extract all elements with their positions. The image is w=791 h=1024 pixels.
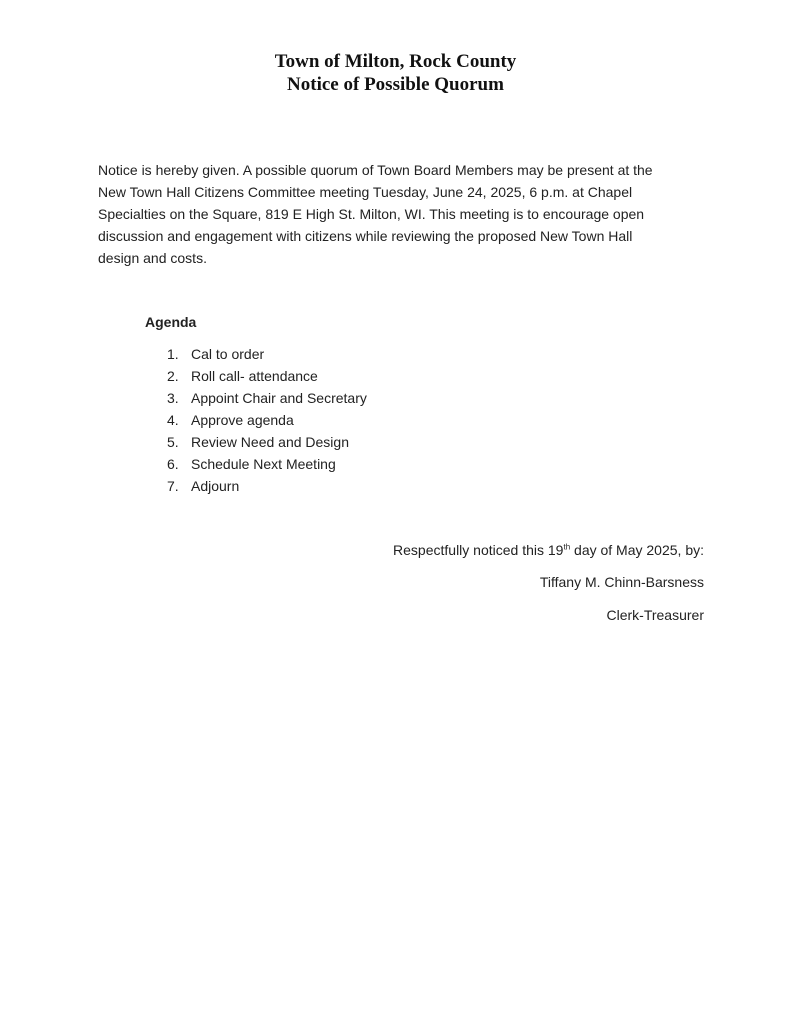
agenda-item-number: 6. [167, 456, 179, 472]
notice-line: design and costs. [98, 250, 207, 266]
signature-ordinal: th [563, 542, 571, 552]
agenda-item [160, 343, 367, 365]
signature-name: Tiffany M. Chinn-Barsness [539, 574, 704, 590]
agenda-item-text: Roll call- attendance [191, 368, 318, 384]
notice-line: New Town Hall Citizens Committee meeting Tuesday, June 24, 2025, 6 p.m. at Chapel [98, 184, 633, 200]
agenda-item-text: Approve agenda [191, 412, 294, 428]
agenda-heading: Agenda [145, 314, 197, 330]
agenda-item [160, 409, 367, 431]
agenda-list [160, 343, 367, 497]
signature-role: Clerk-Treasurer [606, 607, 704, 623]
agenda-item-text: Appoint Chair and Secretary [191, 390, 367, 406]
notice-line: Specialties on the Square, 819 E High St. Milton, WI. This meeting is to encourage open [98, 206, 645, 222]
agenda-item [160, 475, 367, 497]
agenda-item [160, 387, 367, 409]
signature-suffix: day of May 2025, by: [570, 542, 704, 558]
agenda-item-text: Schedule Next Meeting [191, 456, 336, 472]
notice-paragraph [98, 159, 698, 269]
agenda-item [160, 365, 367, 387]
signature-notice-line [393, 540, 704, 560]
notice-line: discussion and engagement with citizens while reviewing the proposed New Town Hall [98, 228, 633, 244]
agenda-item-text: Review Need and Design [191, 434, 349, 450]
agenda-item-number: 7. [167, 478, 179, 494]
document-title: Town of Milton, Rock County [274, 51, 517, 72]
agenda-item-text: Adjourn [191, 478, 240, 494]
agenda-item-number: 3. [167, 390, 179, 406]
document-subtitle: Notice of Possible Quorum [287, 74, 504, 95]
agenda-item-text: Cal to order [191, 346, 265, 362]
notice-line: Notice is hereby given. A possible quorum of Town Board Members may be present at the [98, 162, 653, 178]
agenda-item [160, 431, 367, 453]
agenda-item-number: 2. [167, 368, 179, 384]
agenda-item-number: 4. [167, 412, 179, 428]
agenda-item-number: 5. [167, 434, 179, 450]
agenda-item-number: 1. [167, 346, 179, 362]
signature-prefix: Respectfully noticed this 19 [393, 542, 564, 558]
agenda-item [160, 453, 367, 475]
